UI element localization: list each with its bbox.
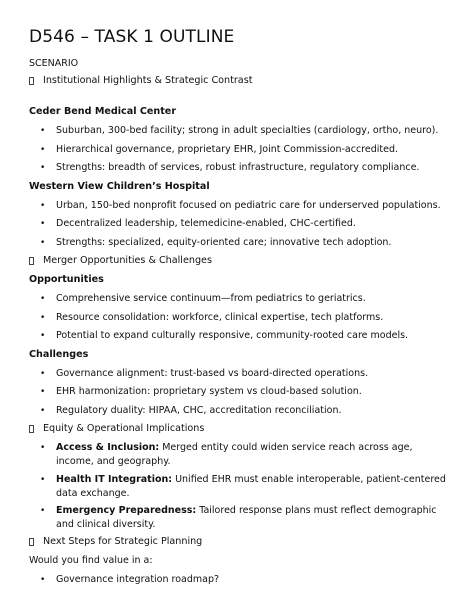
bullet-icon: • xyxy=(40,126,46,136)
section-merger xyxy=(29,255,212,266)
bullet-icon: • xyxy=(40,313,46,323)
list-item: • Strengths: specialized, equity-oriented care; innovative tech adoption. xyxy=(40,237,392,248)
bullet-icon: • xyxy=(40,387,46,397)
bullet-icon: • xyxy=(40,201,46,211)
missing-glyph-icon xyxy=(29,257,34,265)
bullet-icon: • xyxy=(40,575,46,585)
opportunities-heading: Opportunities xyxy=(29,274,104,285)
bullet-icon: • xyxy=(40,294,46,304)
list-item: • Urban, 150-bed nonprofit focused on pediatric care for underserved populations. xyxy=(40,200,441,211)
list-item: • Access & Inclusion: Merged entity could widen service reach across age, income, and geography. xyxy=(40,442,413,467)
bullet-icon: • xyxy=(40,443,46,453)
section-equity-label: Equity & Operational Implications xyxy=(43,423,205,434)
bullet-icon: • xyxy=(40,219,46,229)
document-page xyxy=(29,0,459,613)
list-item: • Suburban, 300-bed facility; strong in adult specialties (cardiology, ortho, neuro). xyxy=(40,125,439,136)
section-highlights xyxy=(29,75,252,86)
bullet-icon: • xyxy=(40,406,46,416)
missing-glyph-icon xyxy=(29,425,34,433)
list-item: • EHR harmonization: proprietary system vs cloud-based solution. xyxy=(40,386,362,397)
list-item: • Potential to expand culturally responsive, community-rooted care models. xyxy=(40,330,409,341)
section-next-steps xyxy=(29,536,202,547)
list-item: • Hierarchical governance, proprietary EHR, Joint Commission-accredited. xyxy=(40,144,399,155)
list-item: • Governance integration roadmap? xyxy=(40,574,220,585)
section-merger-label: Merger Opportunities & Challenges xyxy=(43,255,212,266)
challenges-heading: Challenges xyxy=(29,349,89,360)
list-item: • Comprehensive service continuum—from pediatrics to geriatrics. xyxy=(40,293,366,304)
ceder-heading: Ceder Bend Medical Center xyxy=(29,106,177,117)
list-item: • Strengths: breadth of services, robust infrastructure, regulatory compliance. xyxy=(40,162,420,173)
list-item: • Regulatory duality: HIPAA, CHC, accreditation reconciliation. xyxy=(40,405,342,416)
list-item: • Resource consolidation: workforce, clinical expertise, tech platforms. xyxy=(40,312,384,323)
bullet-icon: • xyxy=(40,475,46,485)
bullet-icon: • xyxy=(40,369,46,379)
section-next-steps-label: Next Steps for Strategic Planning xyxy=(43,536,203,547)
question-text: Would you find value in a: xyxy=(29,555,153,566)
document-title: D546 – TASK 1 OUTLINE xyxy=(29,27,235,47)
bullet-icon: • xyxy=(40,506,46,516)
list-item: • Decentralized leadership, telemedicine-enabled, CHC-certified. xyxy=(40,218,356,229)
list-item: • Emergency Preparedness: Tailored response plans must reflect demographic and clinical diversity. xyxy=(40,505,437,530)
bullet-icon: • xyxy=(40,163,46,173)
section-equity xyxy=(29,423,204,434)
list-item: • Governance alignment: trust-based vs board-directed operations. xyxy=(40,368,369,379)
western-heading: Western View Children’s Hospital xyxy=(29,181,210,192)
scenario-label: SCENARIO xyxy=(29,58,79,69)
bullet-icon: • xyxy=(40,145,46,155)
list-item: • Health IT Integration: Unified EHR must enable interoperable, patient-centered data exchange. xyxy=(40,474,446,499)
section-highlights-label: Institutional Highlights & Strategic Contrast xyxy=(43,75,253,86)
missing-glyph-icon xyxy=(29,538,34,546)
missing-glyph-icon xyxy=(29,77,34,85)
bullet-icon: • xyxy=(40,331,46,341)
bullet-icon: • xyxy=(40,238,46,248)
